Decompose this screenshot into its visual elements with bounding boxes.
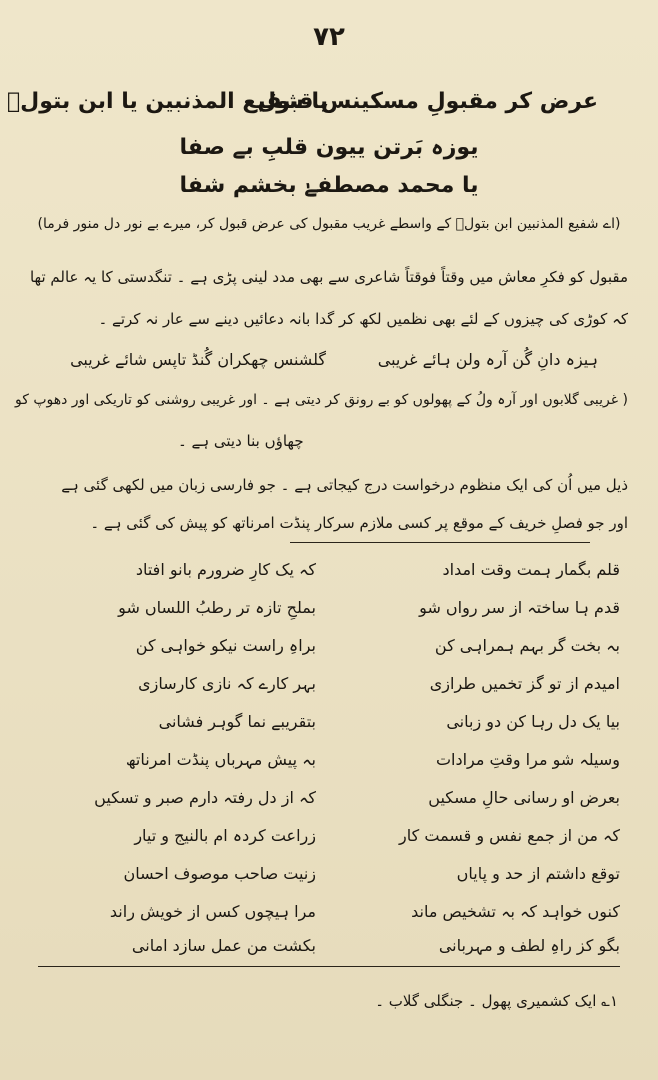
page-number: ۷۲ xyxy=(313,22,345,52)
verse-3-right: بہ بخت گر بہم ہمراہی کن xyxy=(434,636,620,655)
verse-8-right: کہ من از جمع نفس و قسمت کار xyxy=(399,826,620,845)
heading-line1-left: عرض کر مقبولِ مسکینس قبول xyxy=(257,89,598,114)
underline-rule xyxy=(290,542,590,543)
verse-2-left: بملحِ تازہ تر رطبُ اللساں شو xyxy=(118,598,316,617)
verse-6-left: بہ پیش مہرباں پنڈت امرناتھ xyxy=(125,750,316,769)
verse-11-right: بگو کز راہِ لطف و مہربانی xyxy=(438,936,620,955)
prose-line-1: مقبول کو فکرِ معاش میں وقتاً فوقتاً شاعری سے بھی مدد لینی پڑی ہے ۔ تنگدستی کا یہ عالم تھا xyxy=(29,268,628,286)
verse-3-left: براہِ راست نیکو خواہی کن xyxy=(135,636,316,655)
prose-line-2: کہ کوڑی کی چیزوں کے لئے بھی نظمیں لکھ کر گدا بانہ دعائیں دینے سے عار نہ کرتے ۔ xyxy=(98,310,628,328)
verse-9-left: زنیت صاحب موصوف احسان xyxy=(123,864,316,883)
verse-4-left: بہر کارے کہ نازی کارسازی xyxy=(138,674,316,693)
prose-line-6: اور جو فصلِ خریف کے موقع پر کسی ملازم سرکار پنڈت امرناتھ کو پیش کی گئی ہے ۔ xyxy=(90,514,628,532)
verse-10-right: کنوں خواہد کہ بہ تشخیص ماند xyxy=(411,902,620,921)
verse-7-right: بعرض او رسانی حالِ مسکیں xyxy=(428,788,620,807)
footnote: ۱؎ ایک کشمیری پھول ۔ جنگلی گلاب ۔ xyxy=(375,992,618,1010)
heading-translation: (اے شفیع المذنبین ابن بتولؑ کے واسطے غریب مقبول کی عرض قبول کر، میرے بے نور دل منور فرما) xyxy=(37,216,621,232)
verse-5-left: بتقریبے نما گوہر فشانی xyxy=(158,712,316,731)
verse-4-right: امیدم از تو گز تخمیں طرازی xyxy=(429,674,620,693)
verse-9-right: توقع داشتم از حد و پایاں xyxy=(456,864,620,883)
prose-line-4: چھاؤں بنا دیتی ہے ۔ xyxy=(178,432,304,450)
prose-verse-right: ہیزہ دانِ گُن آرہ ولن ہائے غریبی xyxy=(377,350,598,369)
prose-line-3: ( غریبی گلابوں اور آرہ ولُ کے پھولوں کو بے رونق کر دیتی ہے ۔ اور غریبی روشنی کو تاریکی اور دھوپ کو xyxy=(14,392,628,408)
verse-6-right: وسیلہ شو مرا وقتِ مرادات xyxy=(435,750,620,769)
verse-5-right: بیا یک دل رہا کن دو زبانی xyxy=(446,712,620,731)
verse-10-left: مرا ہیچوں کسں از خویش راند xyxy=(109,902,316,921)
verse-1-right: قلم بگمار ہمت وقت امداد xyxy=(442,560,620,579)
verse-8-left: زراعت کردہ ام بالنیج و تیار xyxy=(134,826,316,845)
heading-line2: یوزہ بَرتن ییون قلبِ بے صفا xyxy=(179,135,479,160)
footnote-divider xyxy=(38,966,620,967)
verse-2-right: قدم ہا ساختہ از سر رواں شو xyxy=(419,598,620,617)
verse-11-left: بکشت من عمل سازد امانی xyxy=(131,936,316,955)
prose-verse-left: گلشنس چھکران گُنڈ تاپس شائے غریبی xyxy=(70,350,326,369)
verse-1-left: کہ یک کارِ ضرورم بانو افتاد xyxy=(135,560,316,579)
heading-line3: یا محمد مصطفےٰ بخشم شفا xyxy=(179,173,479,198)
heading-line1-right: یا شفیع المذنبین یا ابن بتولؑ xyxy=(6,89,328,114)
prose-line-5: ذیل میں اُن کی ایک منظوم درخواست درج کیجاتی ہے ۔ جو فارسی زبان میں لکھی گئی ہے xyxy=(61,476,628,494)
verse-7-left: کہ از دل رفتہ دارم صبر و تسکیں xyxy=(94,788,316,807)
